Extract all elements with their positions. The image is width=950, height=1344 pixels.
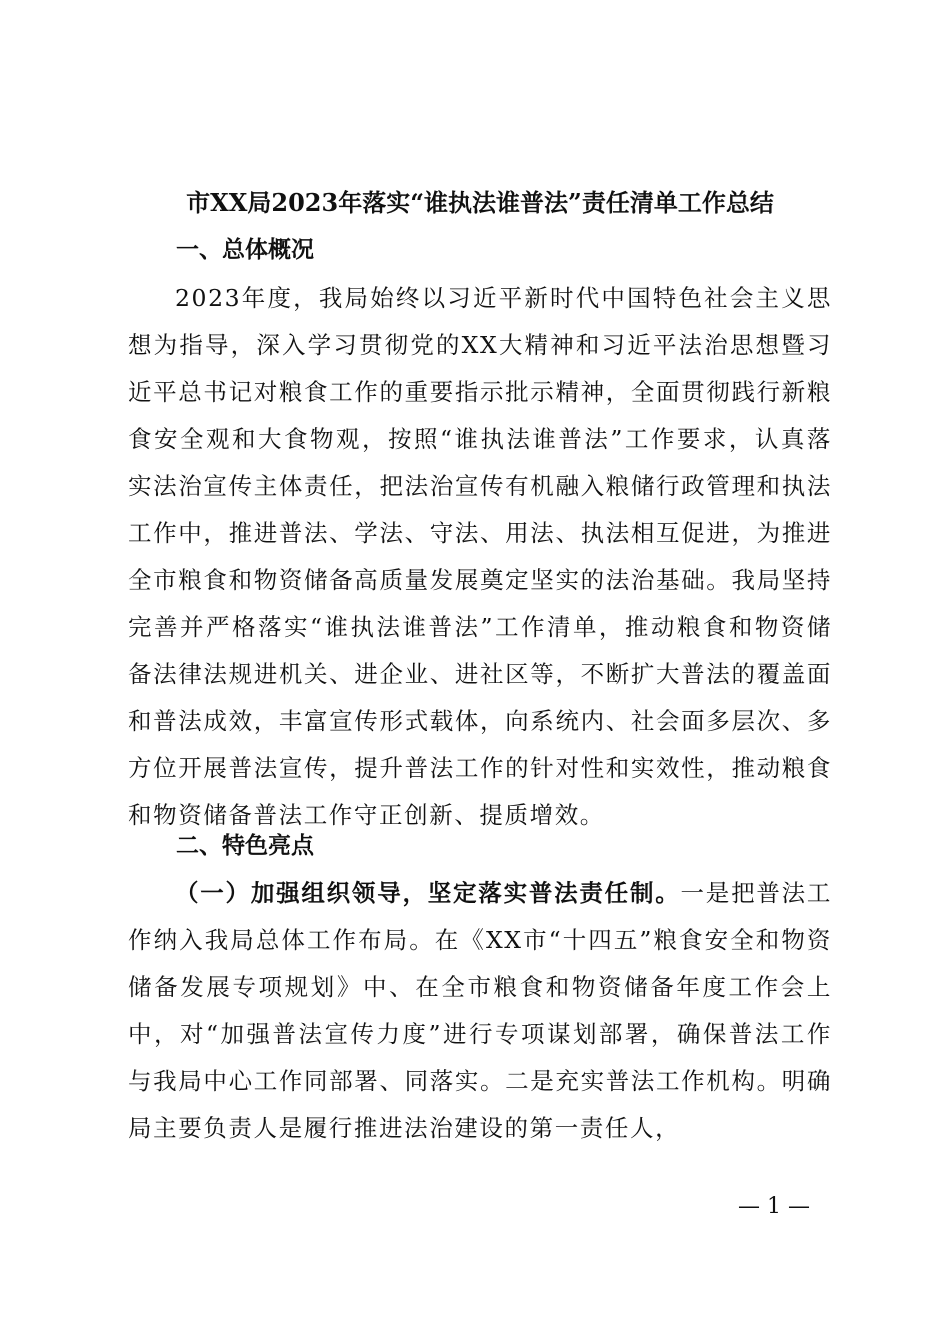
highlights-lead-sentence: （一）加强组织领导，坚定落实普法责任制。 [175, 879, 681, 907]
highlights-paragraph [128, 870, 832, 1152]
section-heading-highlights: 二、特色亮点 [176, 832, 314, 859]
page-number: — 1 — [738, 1194, 810, 1219]
overview-paragraph: 2023年度，我局始终以习近平新时代中国特色社会主义思想为指导，深入学习贯彻党的XX大精神和习近平法治思想暨习近平总书记对粮食工作的重要指示批示精神，全面贯彻践行新粮食安全观和大食物观，按照“谁执法谁普法”工作要求，认真落实法治宣传主体责任，把法治宣传有机融入粮储行政管理和执法工作中，推进普法、学法、守法、用法、执法相互促进，为推进全市粮食和物资储备高质量发展奠定坚实的法治基础。我局坚持完善并严格落实“谁执法谁普法”工作清单，推动粮食和物资储备法律法规进机关、进企业、进社区等，不断扩大普法的覆盖面和普法成效，丰富宣传形式载体，向系统内、社会面多层次、多方位开展普法宣传，提升普法工作的针对性和实效性，推动粮食和物资储备普法工作守正创新、提质增效。 [128, 284, 832, 829]
highlights-body-text: 一是把普法工作纳入我局总体工作布局。在《XX市“十四五”粮食安全和物资储备发展专项规划》中、在全市粮食和物资储备年度工作会上中，对“加强普法宣传力度”进行专项谋划部署，确保普法工作与我局中心工作同部署、同落实。二是充实普法工作机构。明确局主要负责人是履行推进法治建设的第一责任人， [128, 879, 832, 1142]
section-heading-overview: 一、总体概况 [176, 236, 314, 263]
document-title: 市XX局2023年落实“谁执法谁普法”责任清单工作总结 [186, 188, 774, 217]
